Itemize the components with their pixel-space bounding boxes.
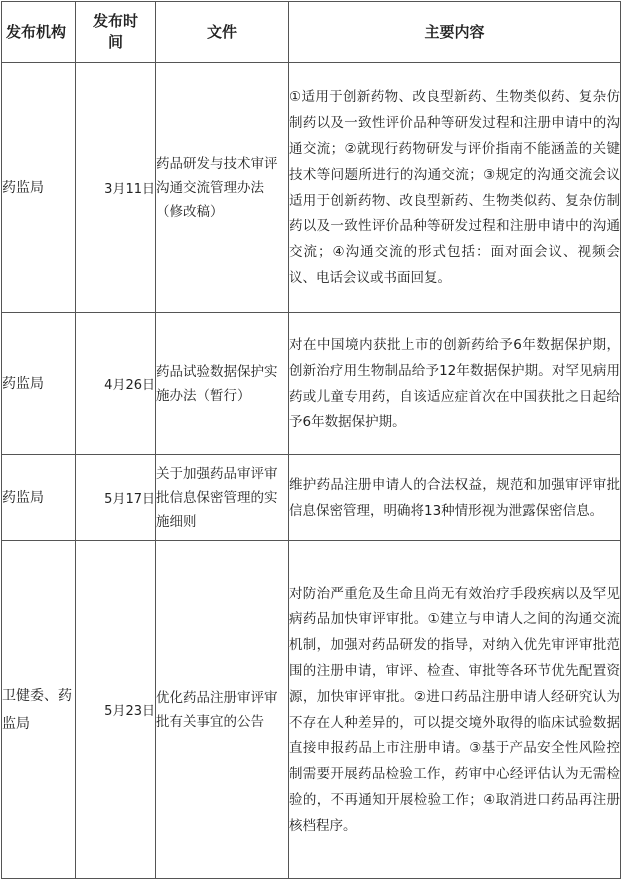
date-cell: 3月11日	[76, 63, 156, 313]
document-cell: 药品研发与技术审评沟通交流管理办法（修改稿）	[156, 63, 289, 313]
document-cell: 优化药品注册审评审批有关事宜的公告	[156, 541, 289, 879]
table-row	[2, 541, 621, 879]
date-cell: 5月23日	[76, 541, 156, 879]
table-row	[2, 313, 621, 455]
document-cell: 药品试验数据保护实施办法（暂行）	[156, 313, 289, 455]
policy-table	[1, 1, 621, 879]
agency-cell: 卫健委、药监局	[2, 541, 76, 879]
header-document: 文件	[156, 2, 289, 63]
content-text: 对防治严重危及生命且尚无有效治疗手段疾病以及罕见病药品加快审评审批。①建立与申请人之间的沟通交流机制，加强对药品研发的指导，对纳入优先审评审批范围的注册申请，审评、检查、审批等各环节优先配置资源，加快审评审批。②进口药品注册申请人经研究认为不存在人种差异的，可以提交境外取得的临床试验数据直接申报药品上市注册申请。③基于产品安全性风险控制需要开展药品检验工作，药审中心经评估认为无需检验的，不再通知开展检验工作；④取消进口药品再注册核档程序。	[289, 585, 620, 834]
agency-cell: 药监局	[2, 455, 76, 541]
content-text: ①适用于创新药物、改良型新药、生物类似药、复杂仿制药以及一致性评价品种等研发过程和注册申请中的沟通交流；②就现行药物研发与评价指南不能涵盖的关键技术等问题所进行的沟通交流；③规定的沟通交流会议适用于创新药物、改良型新药、生物类似药、复杂仿制药以及一致性评价品种等研发过程和注册申请中的沟通交流；④沟通交流的形式包括：面对面会议、视频会议、电话会议或书面回复。	[289, 89, 620, 286]
header-row	[2, 2, 621, 63]
content-cell	[289, 541, 621, 879]
content-cell	[289, 455, 621, 541]
table-row	[2, 455, 621, 541]
header-date: 发布时间	[76, 2, 156, 63]
table-row	[2, 63, 621, 313]
content-text: 维护药品注册申请人的合法权益，规范和加强审评审批信息保密管理，明确将13种情形视为泄露保密信息。	[289, 476, 620, 519]
content-cell	[289, 313, 621, 455]
agency-cell: 药监局	[2, 313, 76, 455]
date-cell: 5月17日	[76, 455, 156, 541]
agency-cell: 药监局	[2, 63, 76, 313]
header-content: 主要内容	[289, 2, 621, 63]
content-cell	[289, 63, 621, 313]
header-agency: 发布机构	[2, 2, 76, 63]
content-text: 对在中国境内获批上市的创新药给予6年数据保护期，创新治疗用生物制品给予12年数据保护期。对罕见病用药或儿童专用药，自该适应症首次在中国获批之日起给予6年数据保护期。	[289, 336, 620, 431]
document-cell: 关于加强药品审评审批信息保密管理的实施细则	[156, 455, 289, 541]
date-cell: 4月26日	[76, 313, 156, 455]
